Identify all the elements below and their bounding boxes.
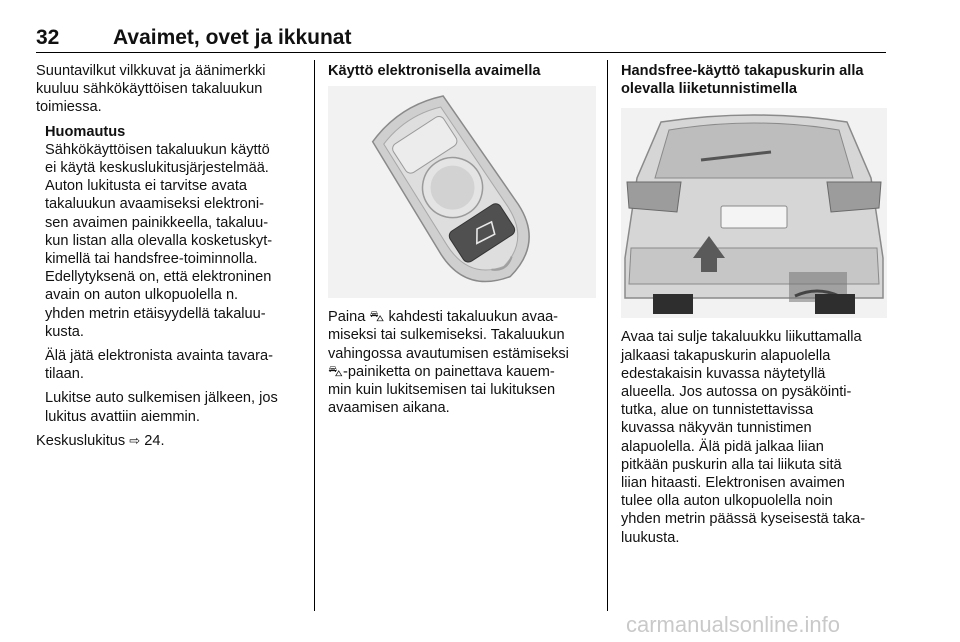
text-line: pitkään puskurin alla tai liikuta sitä xyxy=(621,456,842,473)
car-rear-illustration xyxy=(621,108,887,318)
column-3 xyxy=(621,62,889,547)
text-line: kun listan alla olevalla kosketuskyt- xyxy=(45,232,273,249)
text-line: edestakaisin kuvassa näytetyllä xyxy=(621,365,826,382)
text-line: kimellä tai handsfree-toiminnolla. xyxy=(45,251,258,268)
column-1 xyxy=(36,62,301,450)
text-line: yhden metrin päässä kyseisestä taka- xyxy=(621,511,866,528)
crossref-page: 24. xyxy=(144,432,165,449)
text-line: kusta. xyxy=(45,323,84,340)
text-line: tilaan. xyxy=(45,366,84,383)
section-heading: Käyttö elektronisella avaimella xyxy=(328,63,541,79)
text-line: min kuin lukitsemisen tai lukituksen xyxy=(328,382,556,399)
text-line: alueella. Jos autossa on pysäköinti- xyxy=(621,384,852,401)
section-heading xyxy=(621,62,889,98)
key-paragraph xyxy=(328,308,596,417)
text-line: sen avaimen painikkeella, takaluu- xyxy=(45,214,269,231)
text-line: ⛍-painiketta on painettava kauem- xyxy=(328,363,555,380)
text-line: ei käytä keskuslukitusjärjestelmää. xyxy=(45,160,269,177)
text-line: Lukitse auto sulkemisen jälkeen, jos xyxy=(45,390,278,407)
header-rule xyxy=(36,52,886,53)
text-line: tutka, alue on tunnistettavissa xyxy=(621,402,814,419)
warning-paragraph xyxy=(45,389,301,425)
watermark: carmanualsonline.info xyxy=(626,612,841,637)
text-line: liian hitaasti. Elektronisen avaimen xyxy=(621,475,845,492)
left-tyre xyxy=(653,294,693,314)
crossref-paragraph xyxy=(36,432,301,450)
license-plate xyxy=(721,206,787,228)
text-line: takaluukun avaamiseksi elektroni- xyxy=(45,196,265,213)
text-line: avain on auton ulkopuolella n. xyxy=(45,287,239,304)
note-heading: Huomautus xyxy=(45,123,126,140)
warning-paragraph xyxy=(45,347,301,383)
heading-line: olevalla liiketunnistimella xyxy=(621,81,798,98)
page-number: 32 xyxy=(36,26,60,49)
text-line: jalkaasi takapuskurin alapuolella xyxy=(621,347,831,364)
text-line: miseksi tai sulkemiseksi. Takaluukun xyxy=(328,327,565,344)
electronic-key-illustration xyxy=(328,86,596,298)
column-divider xyxy=(314,60,315,611)
chapter-title: Avaimet, ovet ja ikkunat xyxy=(113,26,352,49)
text-line: Avaa tai sulje takaluukku liikuttamalla xyxy=(621,329,862,346)
text-line: Älä jätä elektronista avainta tavara- xyxy=(45,348,273,365)
text-line: kuvassa näkyvän tunnistimen xyxy=(621,420,812,437)
text-line: avaamisen aikana. xyxy=(328,400,450,417)
column-2 xyxy=(328,62,596,417)
text-line: Auton lukitusta ei tarvitse avata xyxy=(45,178,247,195)
text-line: kuuluu sähkökäyttöisen takaluukun xyxy=(36,81,263,98)
handsfree-paragraph xyxy=(621,328,889,546)
left-taillight xyxy=(627,182,681,212)
note-paragraph xyxy=(45,141,301,341)
crossref-label: Keskuslukitus xyxy=(36,432,126,449)
text-line: yhden metrin etäisyydellä takaluu- xyxy=(45,305,266,322)
note-block xyxy=(36,123,301,426)
text-line: vahingossa avautumisen estämiseksi xyxy=(328,345,569,362)
text-line: Edellytyksenä on, että elektroninen xyxy=(45,269,272,286)
text-line: luukusta. xyxy=(621,529,680,546)
page-header xyxy=(36,26,886,52)
text-line: toimiessa. xyxy=(36,99,102,116)
intro-paragraph xyxy=(36,62,301,117)
heading-line: Handsfree-käyttö takapuskurin alla xyxy=(621,63,864,79)
crossref-arrow-icon: ⇨ xyxy=(129,432,141,448)
right-taillight xyxy=(827,182,881,212)
text-line: alapuolella. Älä pidä jalkaa liian xyxy=(621,438,824,455)
text-line: lukitus avattiin aiemmin. xyxy=(45,408,200,425)
text-line: Suuntavilkut vilkkuvat ja äänimerkki xyxy=(36,63,266,79)
rear-window xyxy=(655,123,853,178)
column-divider xyxy=(607,60,608,611)
text-line: tulee olla auton ulkopuolella noin xyxy=(621,493,833,510)
text-line: Paina ⛍ kahdesti takaluukun avaa- xyxy=(328,309,559,326)
text-line: Sähkökäyttöisen takaluukun käyttö xyxy=(45,141,270,158)
right-tyre xyxy=(815,294,855,314)
